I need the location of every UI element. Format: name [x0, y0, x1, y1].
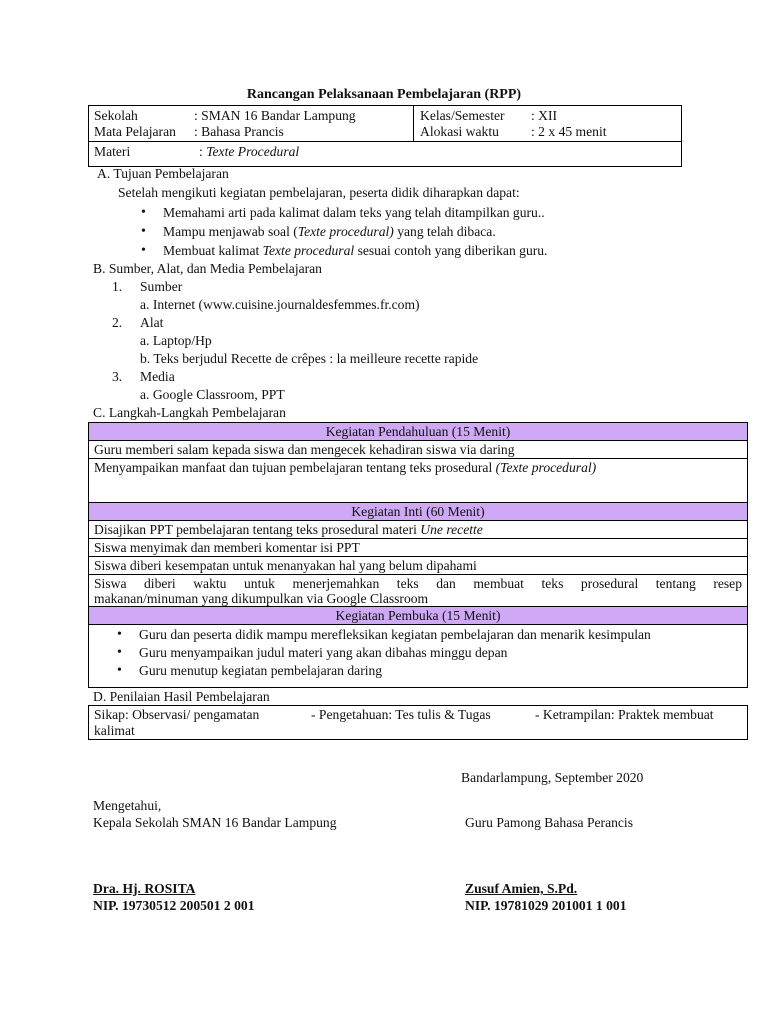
alokasi-value: : 2 x 45 menit	[531, 124, 607, 139]
sekolah-value: : SMAN 16 Bandar Lampung	[194, 108, 356, 123]
section-d-heading: D. Penilaian Hasil Pembelajaran	[93, 689, 270, 704]
identity-divider-vertical	[413, 106, 414, 142]
section-c-heading: C. Langkah-Langkah Pembelajaran	[93, 405, 286, 420]
list-number-2: 2.	[112, 315, 123, 330]
assessment-kalimat: kalimat	[94, 723, 135, 738]
pembuka-header: Kegiatan Pembuka (15 Menit)	[88, 606, 748, 625]
mapel-value: : Bahasa Prancis	[194, 124, 284, 139]
pembuka-item-2: • Guru menyampaikan judul materi yang akan dibahas minggu depan	[139, 644, 507, 661]
alokasi-label: Alokasi waktu	[420, 124, 499, 139]
alat-item-a: a. Laptop/Hp	[140, 333, 212, 348]
assessment-sikap: Sikap: Observasi/ pengamatan	[94, 707, 260, 722]
mapel-label: Mata Pelajaran	[94, 124, 176, 139]
pendahuluan-row-2: Menyampaikan manfaat dan tujuan pembelajaran tentang teks prosedural (Texte procedural)	[88, 458, 748, 503]
identity-table	[88, 105, 682, 167]
sumber-item-a: a. Internet (www.cuisine.journaldesfemmes.fr.com)	[140, 297, 420, 312]
inti-row-3: Siswa diberi kesempatan untuk menanyakan hal yang belum dipahami	[88, 556, 748, 575]
section-a-heading: A. Tujuan Pembelajaran	[97, 166, 229, 181]
sekolah-label: Sekolah	[94, 108, 138, 123]
inti-row-2: Siswa menyimak dan memberi komentar isi PPT	[88, 538, 748, 557]
pendahuluan-header: Kegiatan Pendahuluan (15 Menit)	[88, 422, 748, 441]
place-date: Bandarlampung, September 2020	[461, 770, 644, 785]
media-item-a: a. Google Classroom, PPT	[140, 387, 285, 402]
section-b-heading: B. Sumber, Alat, dan Media Pembelajaran	[93, 261, 322, 276]
assessment-pengetahuan: - Pengetahuan: Tes tulis & Tugas	[311, 707, 491, 722]
materi-label: Materi	[94, 144, 131, 159]
sumber-label: Sumber	[140, 279, 183, 294]
left-signatory-nip: NIP. 19730512 200501 2 001	[93, 898, 255, 913]
right-signatory-name: Zusuf Amien, S.Pd.	[465, 881, 578, 896]
document-title: Rancangan Pelaksanaan Pembelajaran (RPP)	[246, 87, 522, 102]
right-signatory-nip: NIP. 19781029 201001 1 001	[465, 898, 627, 913]
left-signatory-role: Kepala Sekolah SMAN 16 Bandar Lampung	[93, 815, 337, 830]
left-signatory-name: Dra. Hj. ROSITA	[93, 881, 196, 896]
assessment-keterampilan: - Ketrampilan: Praktek membuat	[535, 707, 714, 722]
section-a-intro: Setelah mengikuti kegiatan pembelajaran, peserta didik diharapkan dapat:	[118, 185, 520, 200]
objective-item-2: • Mampu menjawab soal (Texte procedural) yang telah dibaca.	[163, 223, 496, 240]
inti-row-4: Siswa diberi waktu untuk menerjemahkan teks dan membuat teks prosedural tentang resep makanan/minuman yang dikumpulkan via Google Classroom	[88, 574, 748, 607]
pendahuluan-row-1: Guru memberi salam kepada siswa dan mengecek kehadiran siswa via daring	[88, 440, 748, 459]
materi-value-italic: Texte Procedural	[206, 144, 300, 159]
alat-label: Alat	[140, 315, 164, 330]
media-label: Media	[140, 369, 175, 384]
objective-item-3: • Membuat kalimat Texte procedural sesuai contoh yang diberikan guru.	[163, 242, 547, 259]
pembuka-list	[88, 624, 748, 688]
mengetahui-label: Mengetahui,	[93, 798, 162, 813]
materi-value: : Texte Procedural	[199, 144, 300, 159]
inti-header: Kegiatan Inti (60 Menit)	[88, 502, 748, 521]
pembuka-item-3: • Guru menutup kegiatan pembelajaran daring	[139, 662, 382, 679]
pembuka-item-1: • Guru dan peserta didik mampu merefleksikan kegiatan pembelajaran dan menarik kesimpulan	[139, 626, 651, 643]
alat-item-b: b. Teks berjudul Recette de crêpes : la meilleure recette rapide	[140, 351, 479, 366]
inti-row-1: Disajikan PPT pembelajaran tentang teks prosedural materi Une recette	[88, 520, 748, 539]
identity-divider-horizontal	[89, 141, 681, 142]
list-number-3: 3.	[112, 369, 123, 384]
list-number-1: 1.	[112, 279, 123, 294]
right-signatory-role: Guru Pamong Bahasa Perancis	[465, 815, 633, 830]
assessment-row	[88, 705, 748, 740]
objective-item-1: • Memahami arti pada kalimat dalam teks yang telah ditampilkan guru..	[163, 204, 545, 221]
kelas-value: : XII	[531, 108, 558, 123]
kelas-label: Kelas/Semester	[420, 108, 505, 123]
